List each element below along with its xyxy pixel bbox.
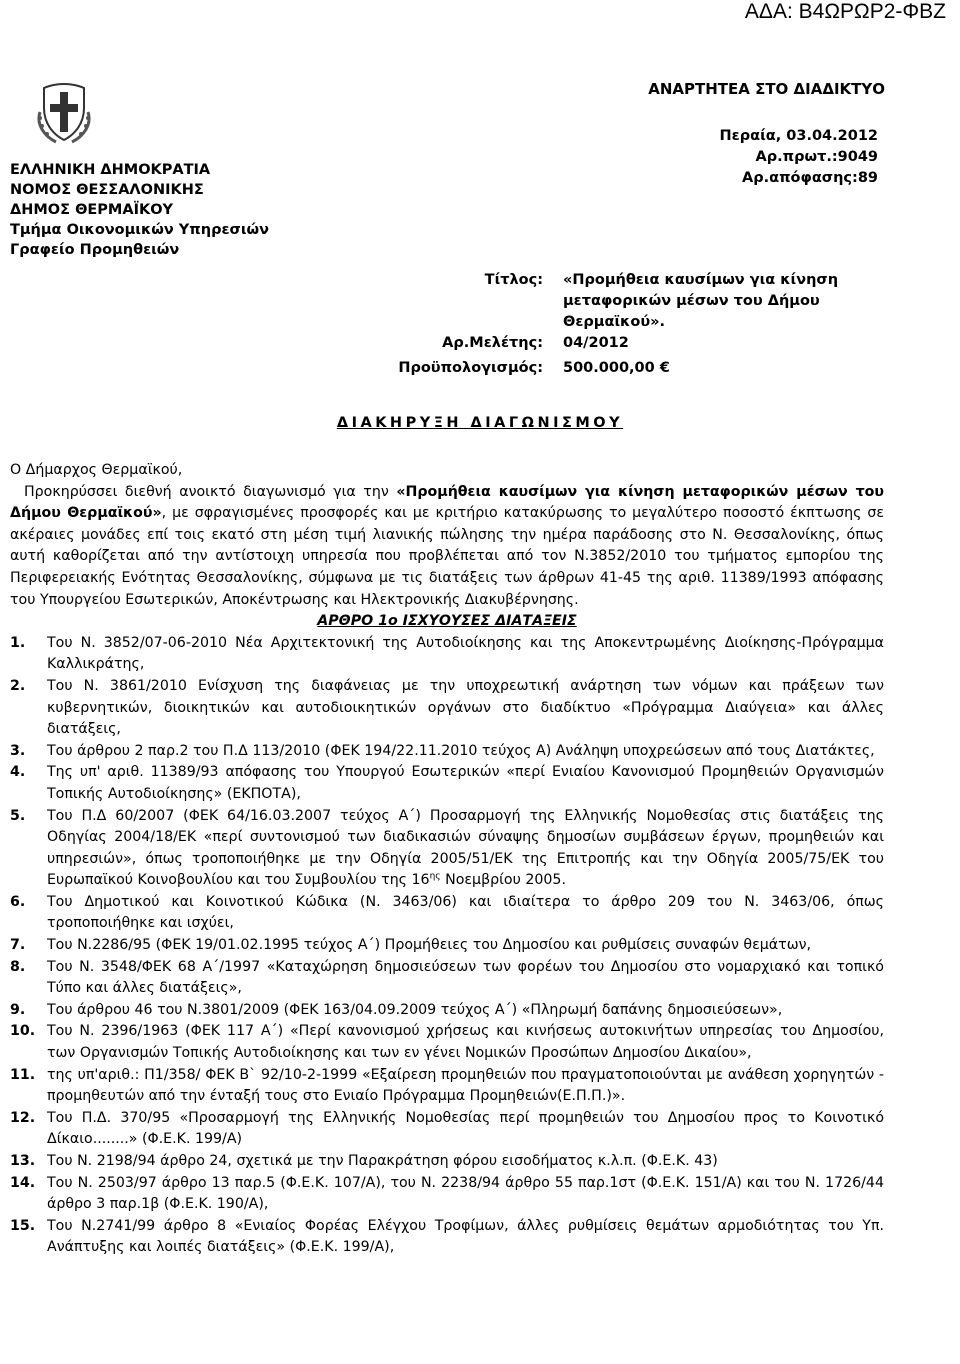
title-value: «Προμήθεια καυσίμων για κίνηση μεταφορικών μέσων του Δήμου Θερμαϊκού». <box>563 272 839 330</box>
item-number: 2. <box>10 677 26 694</box>
item-text: Του Δημοτικού και Κοινοτικού Κώδικα (Ν. 3463/06) και ιδιαίτερα το άρθρο 209 του Ν. 3463/06, όπως τροποποιήθηκε και ισχύει, <box>47 893 884 932</box>
posting-notice: ΑΝΑΡΤΗΤΕΑ ΣΤΟ ΔΙΑΔΙΚΤΥΟ <box>648 80 885 98</box>
item-number: 1. <box>10 634 26 651</box>
item-text: Του Ν. 3548/ΦΕΚ 68 Α΄/1997 «Καταχώρηση δημοσιεύσεων των φορέων του Δημοσίου στο νομαρχιακό και τοπικό Τύπο και άλλες διατάξεις», <box>47 958 884 997</box>
item-text: Του Π.Δ 60/2007 (ΦΕΚ 64/16.03.2007 τεύχος Α΄) Προσαρμογή της Ελληνικής Νομοθεσίας στις διατάξεις της Οδηγίας 2004/18/ΕΚ «περί συντονισμού των διαδικασιών σύναψης δημοσίων συμβάσεων έργων, προμηθειών και υπηρεσιών», όπως τροποποιήθηκε με την Οδηγία 2005/51/ΕΚ της Επιτροπής και την Οδηγία 2005/75/ΕΚ του Ευρωπαϊκού Κοινοβουλίου και του Συμβουλίου της 16 <box>47 807 884 889</box>
list-item <box>10 957 884 1000</box>
item-number: 14. <box>10 1174 36 1191</box>
list-item <box>10 806 884 892</box>
protocol-number: Αρ.πρωτ.:9049 <box>755 149 878 165</box>
list-item <box>10 633 884 676</box>
list-item <box>10 1108 884 1151</box>
list-item <box>10 1151 884 1173</box>
issuer-line: ΝΟΜΟΣ ΘΕΣΣΑΛΟΝΙΚΗΣ <box>10 182 204 198</box>
list-item <box>10 676 884 741</box>
provisions-list <box>10 633 884 1259</box>
item-text: Του Ν.2741/99 άρθρο 8 «Ενιαίος Φορέας Ελέγχου Τροφίμων, άλλες ρυθμίσεις θεμάτων αρμοδιότητας του Υπ. Ανάπτυξης και λοιπές διατάξεις» (Φ.Ε.Κ. 199/Α), <box>47 1217 884 1256</box>
item-number: 4. <box>10 764 26 781</box>
notice-heading: ΔΙΑΚΗΡΥΞΗ ΔΙΑΓΩΝΙΣΜΟΥ <box>336 415 624 431</box>
list-item <box>10 1216 884 1259</box>
list-item <box>10 1000 884 1022</box>
budget-label: Προϋπολογισμός: <box>398 360 543 376</box>
item-number: 8. <box>10 958 26 975</box>
issuer-block <box>10 160 269 260</box>
item-text: Του Ν. 2198/94 άρθρο 24, σχετικά με την Παρακράτηση φόρου εισοδήματος κ.λ.π. (Φ.Ε.Κ. 43) <box>47 1153 718 1169</box>
budget-value-wrap <box>563 358 893 379</box>
article-title-text: ΑΡΘΡΟ 1ο ΙΣΧΥΟΥΣΕΣ ΔΙΑΤΑΞΕΙΣ <box>317 613 577 630</box>
item-text: Του άρθρου 46 του Ν.3801/2009 (ΦΕΚ 163/04.09.2009 τεύχος Α΄) «Πληρωμή δαπάνης δημοσιεύσεων», <box>47 1001 783 1018</box>
issuer-line: ΔΗΜΟΣ ΘΕΡΜΑΪΚΟΥ <box>10 202 174 218</box>
item-number: 5. <box>10 807 26 824</box>
intro-text: Προκηρύσσει διεθνή ανοικτό διαγωνισμό για την <box>24 483 397 500</box>
item-text: της υπ'αριθ.: Π1/358/ ΦΕΚ Β` 92/10-2-1999 «Εξαίρεση προμηθειών που πραγματοποιούνται με ανάθεση χορηγητών - προμηθευτών από την ένταξή τους στο Ενιαίο Πρόγραμμα Προμηθειών(Ε.Π.Π.)». <box>47 1066 884 1105</box>
item-number: 12. <box>10 1109 36 1126</box>
item-text: Του Ν. 2503/97 άρθρο 13 παρ.5 (Φ.Ε.Κ. 107/Α), του Ν. 2238/94 άρθρο 55 παρ.1στ (Φ.Ε.Κ. 151/Α) και του Ν. 1726/44 άρθρο 3 παρ.1β (Φ.Ε.Κ. 190/Α), <box>47 1174 884 1213</box>
item-text: Της υπ' αριθ. 11389/93 απόφασης του Υπουργού Εσωτερικών «περί Ενιαίου Κανονισμού Προμηθειών Οργανισμών Τοπικής Αυτοδιοίκησης» (ΕΚΠΟΤΑ), <box>47 764 884 802</box>
item-number: 15. <box>10 1217 36 1234</box>
article-title <box>10 611 884 633</box>
title-label: Τίτλος: <box>484 272 543 288</box>
item-number: 13. <box>10 1153 36 1169</box>
issuer-line: Γραφείο Προμηθειών <box>10 242 180 258</box>
intro-rest: , με σφραγισμένες προσφορές και με κριτήριο κατακύρωσης το μεγαλύτερο ποσοστό έκπτωσης σε ακέραιες μονάδες επί τοις εκατό στη μέση τιμή λιανικής πώλησης την ημέρα παράδοσης στο Ν. Θεσσαλονίκης, όπως αυτή καθορίζεται από την αντίστοιχη υπηρεσία που προβλέπεται από τον Ν.3852/2010 του τμήματος εμπορίου της Περιφερειακής Ενότητας Θεσσαλονίκης, σύμφωνα με τις διατάξεις των άρθρων 41-45 της αριθ. 11389/1993 απόφασης του Υπουργείου Εσωτερικών, Αποκέντρωσης και Ηλεκτρονικής Διακυβέρνησης. <box>10 505 884 608</box>
list-item <box>10 1173 884 1216</box>
item-number: 11. <box>10 1066 36 1083</box>
document-body <box>10 460 884 1259</box>
item-text: Του Ν. 3852/07-06-2010 Νέα Αρχιτεκτονική της Αυτοδιοίκησης και της Αποκεντρωμένης Διοίκησης-Πρόγραμμα Καλλικράτης, <box>47 634 884 673</box>
item-number: 9. <box>10 1001 26 1018</box>
list-item <box>10 1065 884 1108</box>
reference-block <box>720 126 878 189</box>
list-item <box>10 741 884 763</box>
decision-number: Αρ.απόφασης:89 <box>742 170 878 186</box>
issuer-line: Τμήμα Οικονομικών Υπηρεσιών <box>10 222 269 238</box>
item-number: 10. <box>10 1023 36 1040</box>
item-number: 6. <box>10 893 26 910</box>
item-text: Του Ν. 3861/2010 Ενίσχυση της διαφάνειας με την υποχρεωτική ανάρτηση των νόμων και πράξεων των κυβερνητικών, διοικητικών και αυτοδιοικητικών οργάνων στο διαδίκτυο «Πρόγραμμα Διαύγεια» και άλλες διατάξεις, <box>47 677 884 738</box>
place-date: Περαία, 03.04.2012 <box>719 128 878 144</box>
item-text-after: Νοεμβρίου 2005. <box>440 872 566 889</box>
item-text: Του άρθρου 2 παρ.2 του Π.Δ 113/2010 (ΦΕΚ 194/22.11.2010 τεύχος Α) Ανάληψη υποχρεώσεων από τους Διατάκτες, <box>47 742 875 759</box>
ada-code: ΑΔΑ: Β4ΩΡΩΡ2-ΦΒΖ <box>744 0 946 23</box>
hellenic-republic-emblem-icon <box>34 78 94 146</box>
issuer-line: ΕΛΛΗΝΙΚΗ ΔΗΜΟΚΡΑΤΙΑ <box>10 162 211 178</box>
list-item <box>10 892 884 935</box>
list-item <box>10 762 884 805</box>
item-number: 7. <box>10 937 26 954</box>
list-item <box>10 1021 884 1064</box>
item-text: Του Ν. 2396/1963 (ΦΕΚ 117 Α΄) «Περί κανονισμού χρήσεως και κινήσεως αυτοκινήτων υπηρεσίας του Δημοσίου, των Οργανισμών Τοπικής Αυτοδιοίκησης και των εν γένει Νομικών Προσώπων Δημοσίου Δικαίου», <box>47 1023 884 1062</box>
list-item <box>10 935 884 957</box>
item-superscript: ης <box>429 871 441 882</box>
study-value: 04/2012 <box>563 335 629 351</box>
item-text: Του Ν.2286/95 (ΦΕΚ 19/01.02.1995 τεύχος Α΄) Προμήθειες του Δημοσίου και ρυθμίσεις συναφών θεμάτων, <box>47 937 812 954</box>
item-number: 3. <box>10 742 26 759</box>
intro-paragraph <box>10 482 884 612</box>
mayor-line: Ο Δήμαρχος Θερμαϊκού, <box>10 462 183 478</box>
study-label: Αρ.Μελέτης: <box>442 335 543 351</box>
item-text: Του Π.Δ. 370/95 «Προσαρμογή της Ελληνικής Νομοθεσίας περί προμηθειών του Δημοσίου προς το Κοινοτικό Δίκαιο........» (Φ.Ε.Κ. 199/Α) <box>47 1109 884 1148</box>
budget-value: 500.000,00 <box>563 360 655 376</box>
intro-subject: «Προμήθεια καυσίμων για κίνηση μεταφορικών μέσων του Δήμου Θερμαϊκού» <box>10 483 884 522</box>
euro-icon: € <box>659 360 670 376</box>
